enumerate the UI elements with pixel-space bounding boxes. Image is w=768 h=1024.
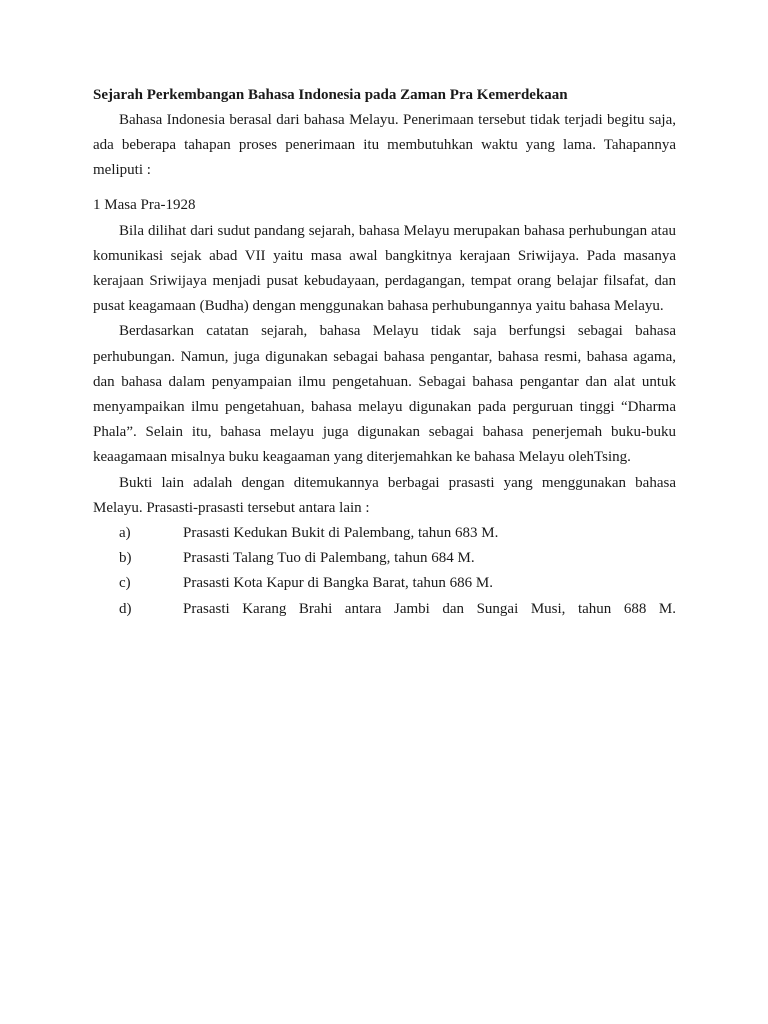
list-item [93,571,676,596]
list-item-text: Prasasti Talang Tuo di Palembang, tahun 684 M. [183,550,475,567]
paragraph-history: Bila dilihat dari sudut pandang sejarah, bahasa Melayu merupakan bahasa perhubungan atau komunikasi sejak abad VII yaitu masa awal bangkitnya kerajaan Sriwijaya. Pada masanya kerajaan Sriwijaya menjadi pusat kebudayaan, perdagangan, tempat orang belajar filsafat, dan pusat keagamaan (Budha) dengan menggunakan bahasa perhubungannya yaitu bahasa Melayu. [93,222,676,315]
list-item-text: Prasasti Karang Brahi antara Jambi dan Sungai Musi, tahun 688 M. [183,600,676,617]
list-item-text: Prasasti Kedukan Bukit di Palembang, tahun 683 M. [183,525,499,542]
list-item-text: Prasasti Kota Kapur di Bangka Barat, tahun 686 M. [183,575,493,592]
document-title: Sejarah Perkembangan Bahasa Indonesia pada Zaman Pra Kemerdekaan [93,87,568,103]
document-body [93,84,676,622]
list-marker: d) [119,600,132,617]
paragraph-functions: Berdasarkan catatan sejarah, bahasa Melayu tidak saja berfungsi sebagai bahasa perhubungan. Namun, juga digunakan sebagai bahasa pengantar, bahasa resmi, bahasa agama, dan bahasa dalam penyampaian ilmu pengetahuan. Sebagai bahasa pengantar dan alat untuk menyampaikan ilmu pengetahuan, bahasa melayu digunakan pada perguruan tinggi “Dharma Phala”. Selain itu, bahasa melayu juga digunakan sebagai bahasa penerjemah buku-buku keaagamaan misalnya buku keagaaman yang diterjemahkan ke bahasa Melayu olehTsing. [93,323,676,466]
intro-paragraph: Bahasa Indonesia berasal dari bahasa Melayu. Penerimaan tersebut tidak terjadi begitu saja, ada beberapa tahapan proses penerimaan itu membutuhkan waktu yang lama. Tahapannya meliputi : [93,112,676,179]
list-marker: b) [119,550,132,567]
inscription-list [93,521,676,622]
section-heading: 1 Masa Pra-1928 [93,196,196,213]
list-item [93,521,676,546]
list-item [93,546,676,571]
list-item [93,597,676,622]
list-marker: a) [119,525,131,542]
paragraph-inscriptions: Bukti lain adalah dengan ditemukannya berbagai prasasti yang menggunakan bahasa Melayu. Prasasti-prasasti tersebut antara lain : [93,474,676,516]
list-marker: c) [119,575,131,592]
